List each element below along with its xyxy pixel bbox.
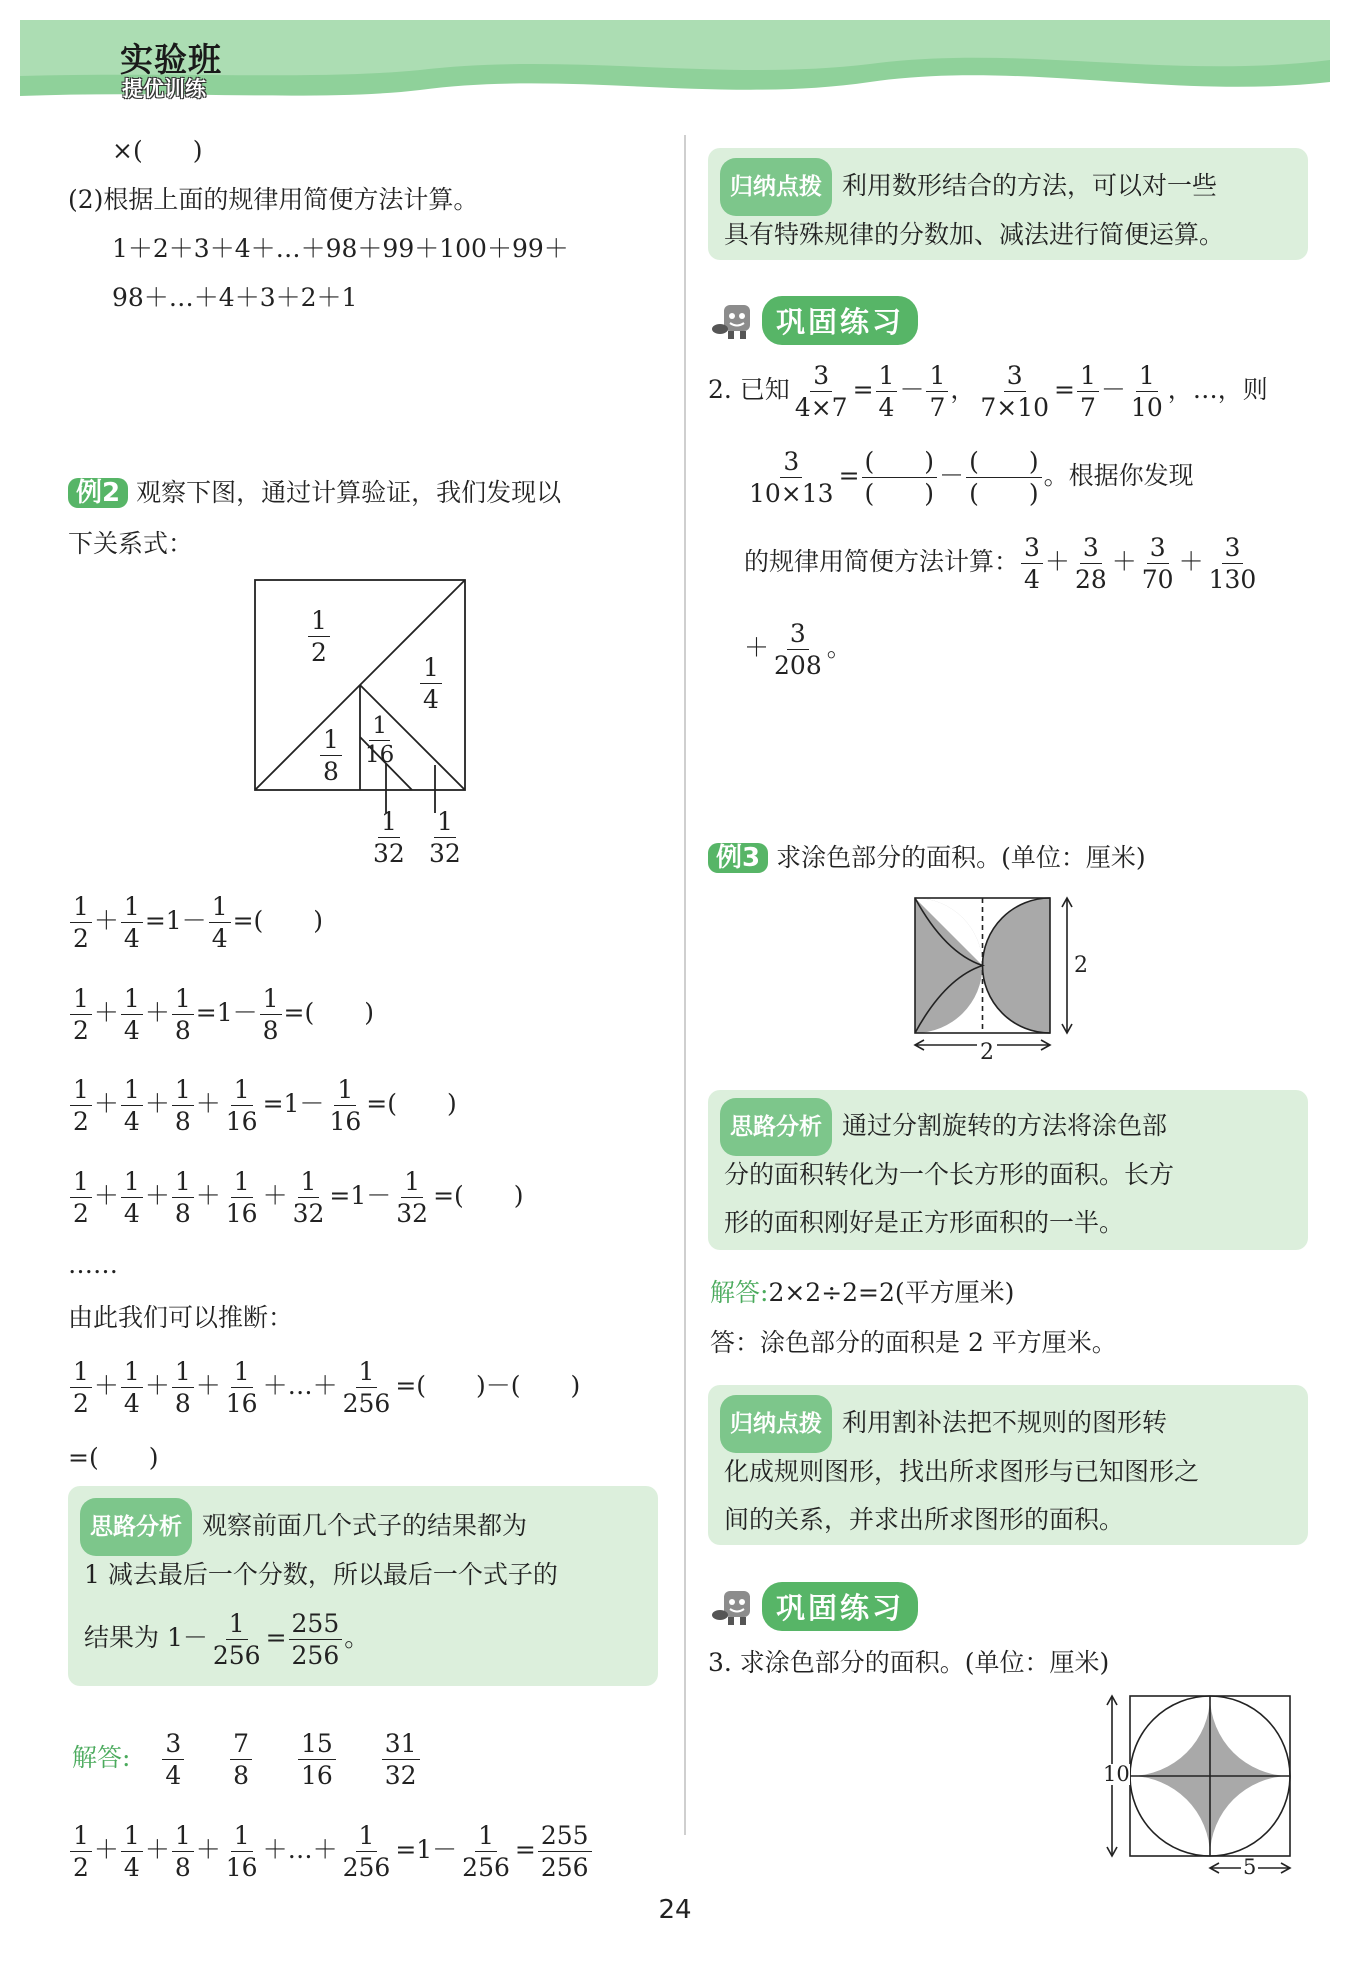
example-3-label: 例3 xyxy=(708,843,768,873)
tip-2-line-1: 归纳点拨 利用割补法把不规则的图形转 xyxy=(720,1395,1167,1453)
tip-1-label: 归纳点拨 xyxy=(720,158,832,216)
example-3-width-label: 2 xyxy=(977,1042,997,1064)
answer-1: $\frac{3}{4}$ xyxy=(162,1730,184,1789)
solution-label: 解答: xyxy=(710,1278,769,1307)
page-number: 24 xyxy=(658,1895,692,1925)
equation-row-4: $\frac{1}{2}$ ＋ $\frac{1}{4}$ ＋ $\frac{1}{8}$ ＋ $\frac{1}{16}$ ＋ $\frac{1}{32}$ =1－ $\frac{1}{32}$ =( ) xyxy=(68,1168,524,1227)
q2-expression-2: 98＋…＋4＋3＋2＋1 xyxy=(112,283,358,312)
mascot-icon xyxy=(710,1585,762,1629)
brand-subtitle: 提优训练 xyxy=(122,77,206,101)
equation-row-1: $\frac{1}{2}$ ＋ $\frac{1}{4}$ =1－ $\frac{1}{4}$ =( ) xyxy=(68,893,323,952)
figure-label-half: $\frac{1}{2}$ xyxy=(306,607,332,666)
mascot-icon xyxy=(710,299,762,343)
q3-figure xyxy=(1100,1688,1305,1878)
analysis-right-line-1: 思路分析 通过分割旋转的方法将涂色部 xyxy=(720,1098,1167,1156)
q2-title: (2)根据上面的规律用简便方法计算。 xyxy=(68,185,479,214)
analysis-label-right: 思路分析 xyxy=(720,1098,832,1156)
answer-statement: 答：涂色部分的面积是 2 平方厘米。 xyxy=(710,1328,1117,1357)
practice-heading-1 xyxy=(710,296,918,345)
tip-2-line-2: 化成规则图形，找出所求图形与已知图形之 xyxy=(724,1457,1200,1486)
answer-2: $\frac{7}{8}$ xyxy=(230,1730,252,1789)
analysis-left-line-3: 结果为 1－ $\frac{1}{256}$ = $\frac{255}{256}$ 。 xyxy=(84,1609,370,1670)
example-2-text-2: 下关系式： xyxy=(68,529,194,558)
example-2-text-1: 观察下图，通过计算验证，我们发现以 xyxy=(136,478,562,507)
example-3-text: 求涂色部分的面积。(单位：厘米) xyxy=(776,843,1146,872)
q2-given-line: 2. 已知 $\frac{3}{4\times 7}$ = $\frac{1}{4}$ － $\frac{1}{7}$ ， $\frac{3}{7\times 10}$ = $\frac{1}{7}$ － $\frac{1}{10}$ ，…，则 xyxy=(708,361,1268,422)
column-divider xyxy=(684,135,686,1835)
example-3-figure xyxy=(905,893,1095,1063)
inference-result: =( ) xyxy=(68,1443,159,1472)
q3-height-label: 10 xyxy=(1103,1762,1130,1786)
q2-calc-line: 的规律用简便方法计算： $\frac{3}{4}$ ＋ $\frac{3}{28}$ ＋ $\frac{3}{70}$ ＋ $\frac{3}{130}$ xyxy=(744,533,1257,594)
tip-1-line-2: 具有特殊规律的分数加、减法进行简便运算。 xyxy=(724,220,1225,249)
figure-label-sixteenth: $\frac{1}{16}$ xyxy=(365,713,395,769)
continuation-dots: …… xyxy=(68,1250,118,1279)
inference-text: 由此我们可以推断： xyxy=(68,1303,294,1332)
solution-line: 解答:2×2÷2=2(平方厘米) xyxy=(710,1278,1015,1307)
q2-blank-line: $\frac{3}{10\times 13}$ = $\frac{( )}{( )}$ － $\frac{( )}{( )}$ 。根据你发现 xyxy=(749,447,1194,508)
example-3-height-label: 2 xyxy=(1074,953,1088,978)
equation-row-3: $\frac{1}{2}$ ＋ $\frac{1}{4}$ ＋ $\frac{1}{8}$ ＋ $\frac{1}{16}$ =1－ $\frac{1}{16}$ =( ) xyxy=(68,1076,457,1135)
tip-1-line-1: 归纳点拨 利用数形结合的方法，可以对一些 xyxy=(720,158,1217,216)
equation-row-2: $\frac{1}{2}$ ＋ $\frac{1}{4}$ ＋ $\frac{1}{8}$ =1－ $\frac{1}{8}$ =( ) xyxy=(68,985,374,1044)
practice-label-1: 巩固练习 xyxy=(762,296,918,345)
tip-2-label: 归纳点拨 xyxy=(720,1395,832,1453)
analysis-right-line-3: 形的面积刚好是正方形面积的一半。 xyxy=(724,1208,1125,1237)
carry-over-line: ×( ) xyxy=(112,136,203,165)
q3-width-label: 5 xyxy=(1243,1855,1257,1879)
example-2-label: 例2 xyxy=(68,478,128,508)
analysis-left-line-1: 思路分析 观察前面几个式子的结果都为 xyxy=(80,1498,527,1556)
inference-expression: $\frac{1}{2}$ ＋ $\frac{1}{4}$ ＋ $\frac{1}{8}$ ＋ $\frac{1}{16}$ ＋…＋ $\frac{1}{256}$ =( )－( ) xyxy=(68,1358,580,1417)
answer-label-left: 解答: xyxy=(72,1743,131,1772)
example-3-heading xyxy=(708,843,1146,873)
q2-expression-1: 1＋2＋3＋4＋…＋98＋99＋100＋99＋ xyxy=(112,234,569,263)
example-2-heading xyxy=(68,478,561,508)
figure-label-quarter: $\frac{1}{4}$ xyxy=(418,654,444,713)
analysis-label-left: 思路分析 xyxy=(80,1498,192,1556)
analysis-right-line-2: 分的面积转化为一个长方形的面积。长方 xyxy=(724,1160,1175,1189)
final-expression: $\frac{1}{2}$ ＋ $\frac{1}{4}$ ＋ $\frac{1}{8}$ ＋ $\frac{1}{16}$ ＋…＋ $\frac{1}{256}$ =1－ $\frac{1}{256}$ = $\frac{255}{256}$ xyxy=(68,1822,594,1881)
practice-label-2: 巩固练习 xyxy=(762,1582,918,1631)
answer-4: $\frac{31}{32}$ xyxy=(382,1730,420,1789)
figure-label-eighth: $\frac{1}{8}$ xyxy=(318,726,344,785)
answer-row xyxy=(72,1730,422,1789)
tip-2-line-3: 间的关系，并求出所求图形的面积。 xyxy=(724,1505,1125,1534)
q3-text: 3. 求涂色部分的面积。(单位：厘米) xyxy=(708,1648,1110,1677)
practice-heading-2 xyxy=(710,1582,918,1631)
figure-label-thirtysecond-1: $\frac{1}{32}$ xyxy=(373,807,405,868)
q2-calc-line-2: ＋ $\frac{3}{208}$ 。 xyxy=(744,619,852,680)
brand-title: 实验班 xyxy=(120,40,222,79)
figure-label-thirtysecond-2: $\frac{1}{32}$ xyxy=(429,807,461,868)
answer-3: $\frac{15}{16}$ xyxy=(298,1730,336,1789)
analysis-left-line-2: 1 减去最后一个分数，所以最后一个式子的 xyxy=(84,1560,558,1589)
